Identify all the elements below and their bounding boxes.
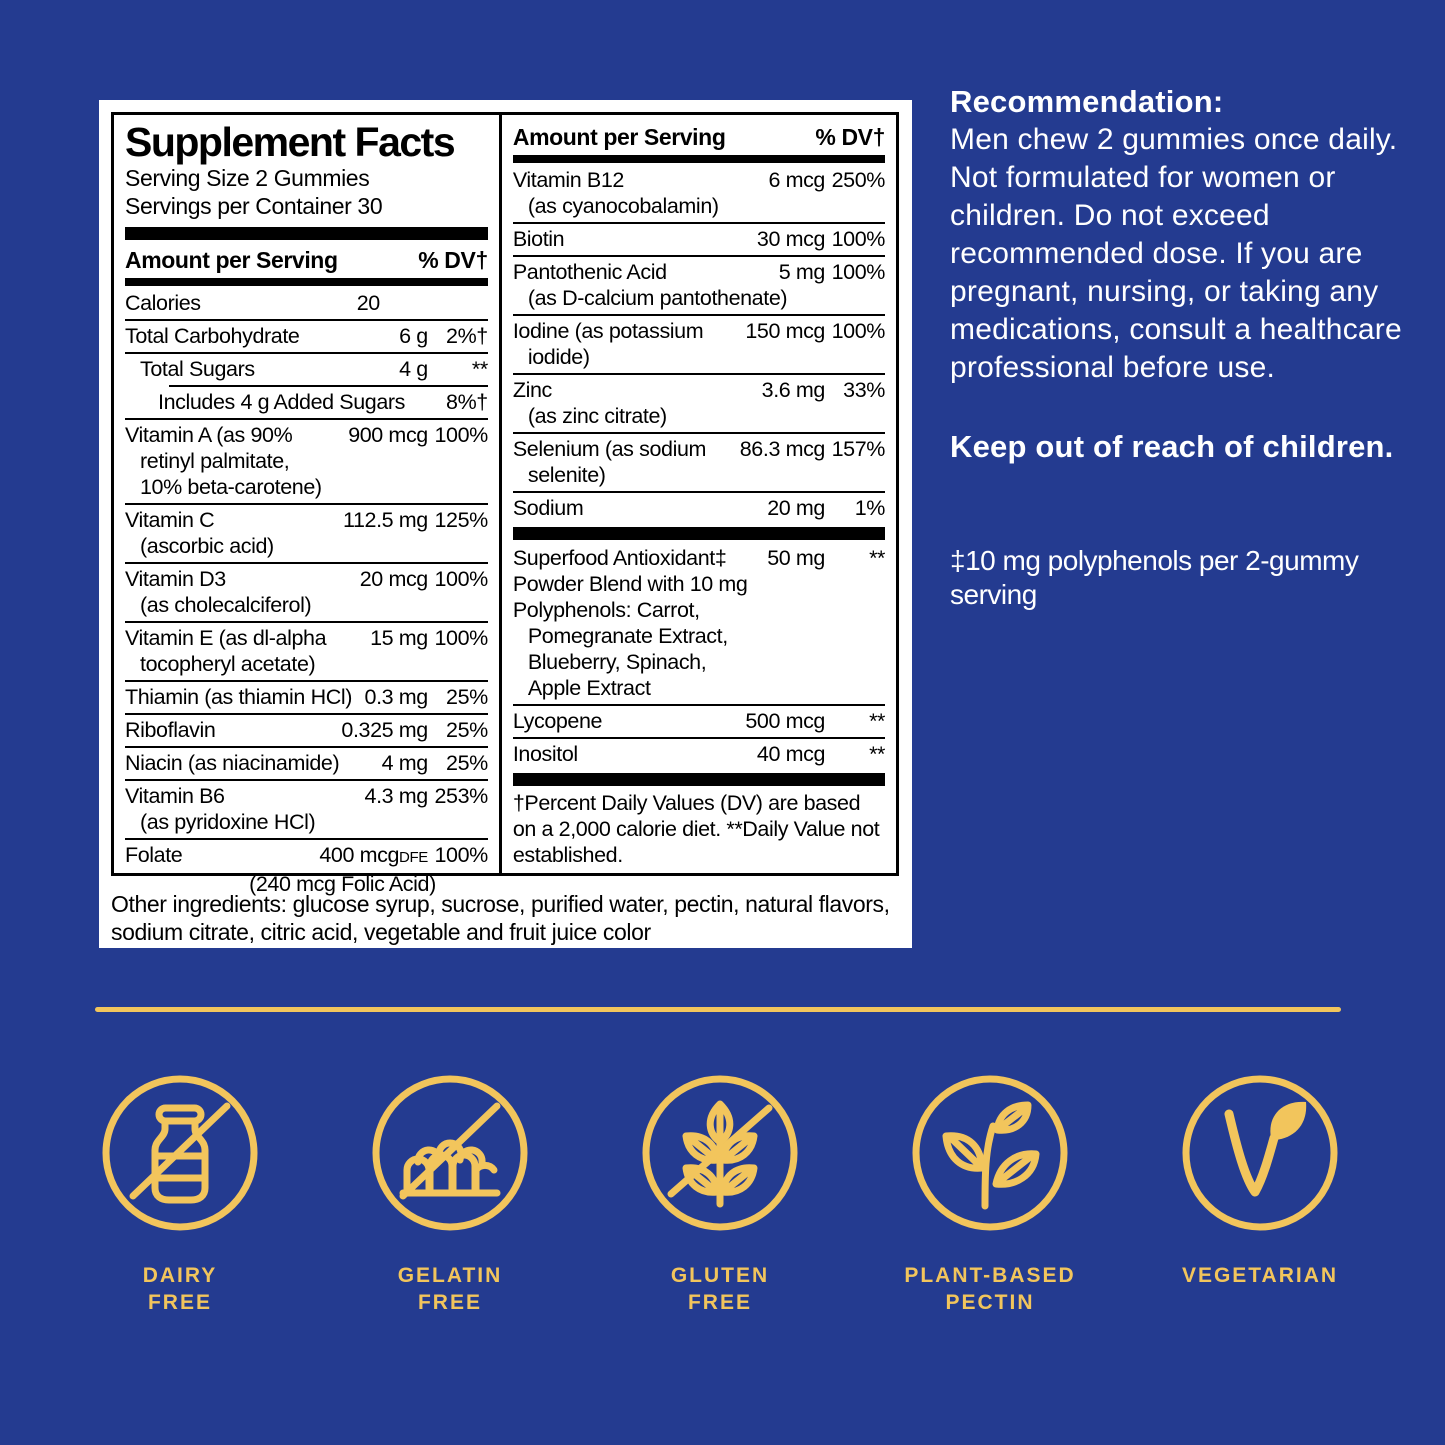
badge-plant-based-pectin xyxy=(855,1072,1125,1316)
divider-bar xyxy=(513,773,885,786)
supplement-facts-panel xyxy=(99,100,912,948)
no-gluten-icon xyxy=(639,1072,801,1234)
nutrient-name-continued: (as cholecalciferol) xyxy=(140,593,312,617)
nutrient-dv: ** xyxy=(869,742,885,766)
nutrient-dv: 1% xyxy=(854,496,885,520)
plant-icon xyxy=(909,1072,1071,1234)
nutrient-row xyxy=(125,354,488,385)
no-gelatin-icon xyxy=(369,1072,531,1234)
nutrient-amount: 6 mcg xyxy=(768,168,825,192)
percent-dv-label: % DV† xyxy=(418,247,488,273)
nutrient-name: Pantothenic Acid xyxy=(512,260,667,284)
nutrient-amount: 4 g xyxy=(399,357,428,381)
nutrient-name: Lycopene xyxy=(512,709,603,733)
nutrient-name-continued: (as pyridoxine HCl) xyxy=(140,810,316,834)
nutrient-amount: 0.325 mg xyxy=(341,718,428,742)
nutrient-name: Folate xyxy=(125,843,183,867)
nutrient-amount: 3.6 mg xyxy=(761,378,825,402)
facts-right-rows xyxy=(513,165,885,770)
recommendation-body: Men chew 2 gummies once daily. Not formulated for women or children. Do not exceed recommended dose. If you are pregnant, nursing, or taking any medications, consult a healthcare professional before use. xyxy=(950,123,1402,384)
nutrient-amount: 0.3 mg xyxy=(364,685,428,709)
badge-gluten-free xyxy=(585,1072,855,1316)
nutrient-name: Vitamin A (as 90% xyxy=(125,423,293,447)
nutrient-amount: 15 mg xyxy=(370,626,428,650)
nutrient-row xyxy=(513,739,885,770)
nutrient-dv: 100% xyxy=(831,260,885,284)
nutrient-row xyxy=(513,706,885,737)
keep-out-warning: Keep out of reach of children. xyxy=(950,429,1394,464)
nutrient-dv: 100% xyxy=(434,423,488,447)
nutrient-amount: 40 mcg xyxy=(756,742,825,766)
nutrient-amount: 50 mg xyxy=(767,546,825,570)
no-dairy-icon xyxy=(99,1072,261,1234)
nutrient-row xyxy=(125,623,488,680)
nutrient-amount: 400 mcgDFE xyxy=(319,843,428,867)
nutrient-name-continued: Powder Blend with 10 mg xyxy=(512,572,748,596)
badge-gelatin-free xyxy=(315,1072,585,1316)
divider-bar xyxy=(513,155,885,163)
nutrient-row xyxy=(125,321,488,352)
nutrient-name-continued: selenite) xyxy=(527,463,606,487)
nutrient-dv: 25% xyxy=(446,718,488,742)
nutrient-amount: 30 mcg xyxy=(756,227,825,251)
nutrient-name: Calories xyxy=(125,291,201,315)
nutrient-name: Zinc xyxy=(512,378,552,402)
amount-per-serving-label: Amount per Serving xyxy=(512,124,726,150)
nutrient-amount: 4 mg xyxy=(381,751,428,775)
nutrient-name: Vitamin E (as dl-alpha xyxy=(125,626,327,650)
nutrient-name-continued: (ascorbic acid) xyxy=(140,534,274,558)
nutrient-amount: 112.5 mg xyxy=(343,508,428,532)
nutrient-name: Vitamin B12 xyxy=(512,168,624,192)
nutrient-name-continued: (as zinc citrate) xyxy=(527,404,667,428)
nutrient-name: Inositol xyxy=(512,742,578,766)
nutrient-dv: 100% xyxy=(434,843,488,867)
nutrient-name: Sodium xyxy=(512,496,584,520)
nutrient-dv: 157% xyxy=(831,437,885,461)
nutrient-row xyxy=(513,257,885,314)
nutrient-amount: 4.3 mg xyxy=(364,784,428,808)
polyphenol-note: ‡10 mg polyphenols per 2-gummy serving xyxy=(950,545,1359,610)
nutrient-row xyxy=(513,493,885,524)
nutrient-dv: 8%† xyxy=(446,390,488,414)
nutrient-dv: 100% xyxy=(831,227,885,251)
nutrient-row xyxy=(125,564,488,621)
nutrient-dv: 100% xyxy=(831,319,885,343)
nutrient-name: Includes 4 g Added Sugars xyxy=(158,390,405,414)
nutrient-amount: 5 mg xyxy=(778,260,825,284)
badge-label: PLANT-BASED PECTIN xyxy=(904,1264,1076,1314)
nutrient-dv: ** xyxy=(869,546,885,570)
nutrient-row xyxy=(125,682,488,713)
recommendation-heading: Recommendation: xyxy=(950,84,1224,119)
percent-dv-label: % DV† xyxy=(815,124,885,150)
badge-label: GLUTEN FREE xyxy=(670,1264,770,1314)
facts-left-rows xyxy=(125,288,488,900)
supplement-facts-table xyxy=(111,112,899,896)
nutrient-name: Vitamin B6 xyxy=(125,784,225,808)
nutrient-dv: 2%† xyxy=(446,324,488,348)
nutrient-dv: ** xyxy=(471,357,488,381)
facts-column-right xyxy=(502,115,896,873)
nutrient-row xyxy=(513,316,885,373)
nutrient-name-continued: tocopheryl acetate) xyxy=(140,652,316,676)
badge-dairy-free xyxy=(45,1072,315,1316)
badge-row xyxy=(45,1072,1395,1316)
nutrient-amount: 150 mcg xyxy=(745,319,825,343)
nutrient-name-continued: Apple Extract xyxy=(527,676,651,700)
other-ingredients: Other ingredients: glucose syrup, sucrose, purified water, pectin, natural flavors, sodium citrate, citric acid, vegetable and fruit juice color xyxy=(111,891,890,945)
nutrient-row xyxy=(125,420,488,503)
nutrient-row xyxy=(125,288,488,319)
row-separator xyxy=(513,527,885,540)
nutrient-amount: 20 mg xyxy=(767,496,825,520)
nutrient-name-continued: Pomegranate Extract, xyxy=(527,624,728,648)
nutrient-row xyxy=(125,505,488,562)
nutrient-name: Total Carbohydrate xyxy=(125,324,300,348)
nutrient-dv: 100% xyxy=(434,626,488,650)
nutrient-dv: 125% xyxy=(434,508,488,532)
nutrient-name-continued: iodide) xyxy=(527,345,590,369)
nutrient-dv: 25% xyxy=(446,751,488,775)
nutrient-row xyxy=(125,781,488,838)
nutrient-row xyxy=(513,224,885,255)
nutrient-dv: 25% xyxy=(446,685,488,709)
dv-footnote: †Percent Daily Values (DV) are based on a 2,000 calorie diet. **Daily Value not established. xyxy=(512,791,880,867)
nutrient-amount: 500 mcg xyxy=(745,709,825,733)
nutrient-name-continued: Polyphenols: Carrot, xyxy=(512,598,700,622)
nutrient-name-continued: (as cyanocobalamin) xyxy=(527,194,719,218)
amount-per-serving-label: Amount per Serving xyxy=(125,247,338,273)
nutrient-name: Biotin xyxy=(512,227,565,251)
nutrient-name-continued: (as D-calcium pantothenate) xyxy=(527,286,788,310)
nutrient-name: Niacin (as niacinamide) xyxy=(125,751,340,775)
supplement-facts-title: Supplement Facts xyxy=(125,119,455,165)
nutrient-name-continued: retinyl palmitate, xyxy=(140,449,290,473)
nutrient-row xyxy=(125,715,488,746)
nutrient-name: Vitamin C xyxy=(125,508,215,532)
nutrient-dv: 250% xyxy=(831,168,885,192)
nutrient-row xyxy=(513,165,885,222)
nutrient-dv: 33% xyxy=(843,378,885,402)
nutrient-name: Vitamin D3 xyxy=(125,567,226,591)
vegetarian-icon xyxy=(1179,1072,1341,1234)
nutrient-note: (240 mcg Folic Acid) xyxy=(249,872,436,896)
nutrient-name: Iodine (as potassium xyxy=(512,319,704,343)
servings-per-container: Servings per Container 30 xyxy=(125,193,383,219)
nutrient-row xyxy=(125,748,488,779)
nutrient-name: Thiamin (as thiamin HCl) xyxy=(125,685,352,709)
column-header-right xyxy=(513,120,885,153)
nutrient-amount: 86.3 mcg xyxy=(739,437,825,461)
nutrient-name: Riboflavin xyxy=(125,718,216,742)
nutrient-row xyxy=(513,543,885,704)
nutrient-amount: 6 g xyxy=(399,324,428,348)
nutrient-row xyxy=(125,387,488,418)
recommendation-block xyxy=(950,82,1418,612)
nutrient-amount: 900 mcg xyxy=(348,423,428,447)
nutrient-name: Total Sugars xyxy=(140,357,255,381)
divider-bar xyxy=(125,278,488,286)
nutrient-name-continued: Blueberry, Spinach, xyxy=(527,650,707,674)
badge-label: VEGETARIAN xyxy=(1181,1264,1339,1287)
nutrient-amount: 20 xyxy=(356,291,380,315)
badge-label: GELATIN FREE xyxy=(397,1264,503,1314)
nutrient-dv: 100% xyxy=(434,567,488,591)
nutrient-amount: 20 mcg xyxy=(359,567,428,591)
nutrient-row xyxy=(513,434,885,491)
divider-bar xyxy=(125,227,488,240)
nutrient-name: Superfood Antioxidant‡ xyxy=(512,546,727,570)
badge-label: DAIRY FREE xyxy=(142,1264,218,1314)
badge-vegetarian xyxy=(1125,1072,1395,1316)
nutrient-name: Selenium (as sodium xyxy=(512,437,707,461)
serving-size: Serving Size 2 Gummies xyxy=(125,165,370,191)
nutrient-name-continued: 10% beta-carotene) xyxy=(140,475,322,499)
gold-divider-line xyxy=(95,1007,1341,1012)
facts-column-left xyxy=(114,115,502,896)
column-header-left xyxy=(125,243,488,276)
nutrient-row xyxy=(513,375,885,432)
nutrient-dv: ** xyxy=(869,709,885,733)
nutrient-dv: 253% xyxy=(434,784,488,808)
